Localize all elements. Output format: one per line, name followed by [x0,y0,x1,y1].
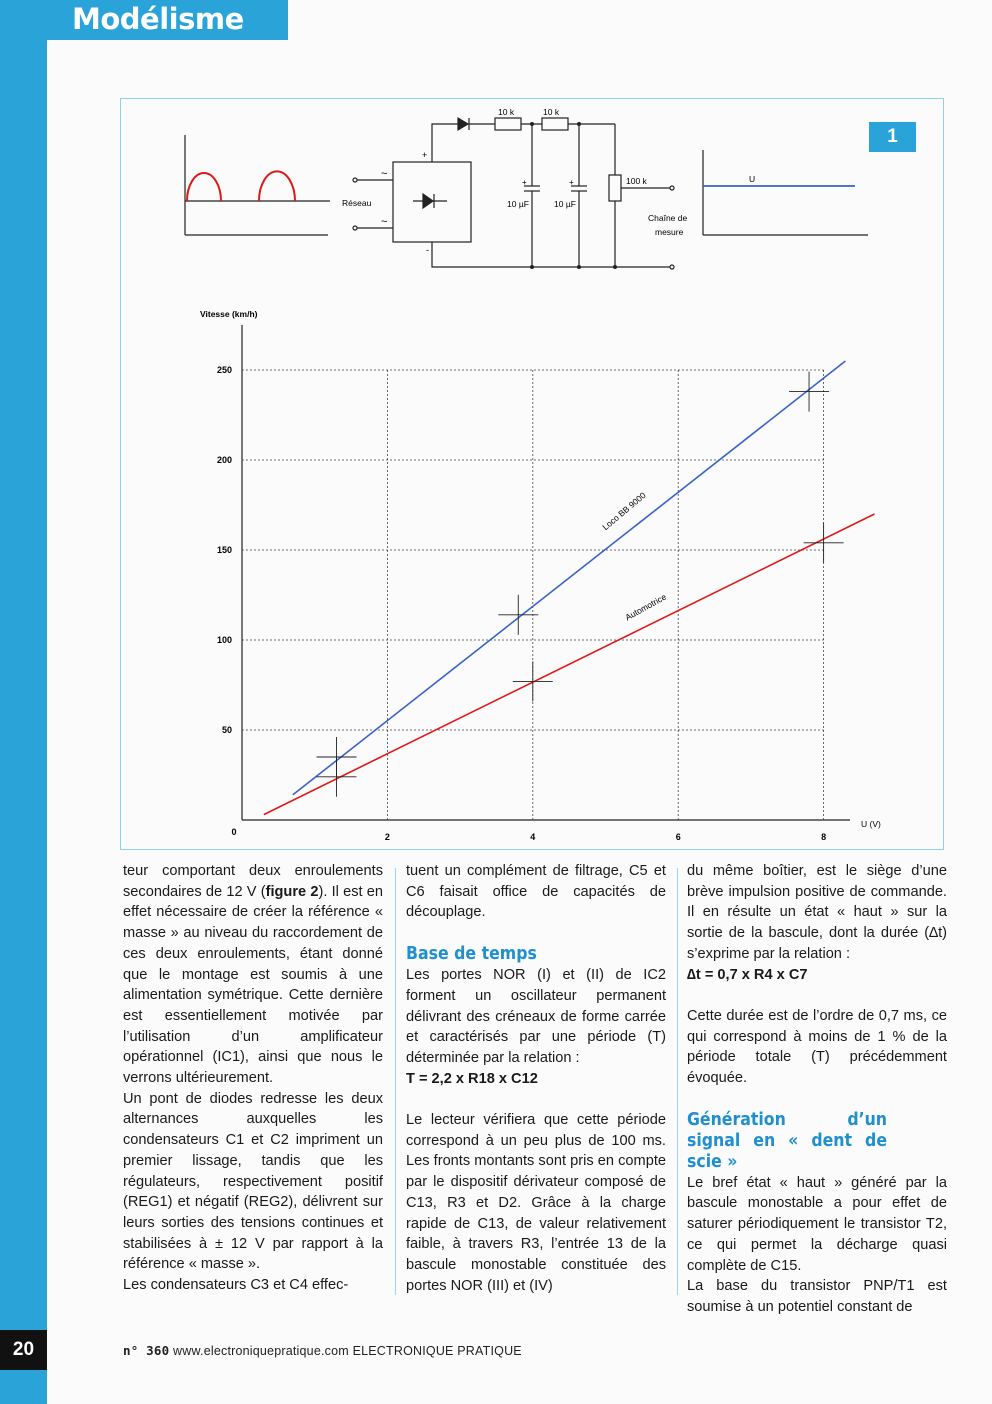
column-divider [395,868,396,1295]
tilde-bottom: ~ [381,216,388,228]
col1-paragraph-2: Un pont de diodes redresse les deux alternances auxquelles les condensateurs C1 et C2 impriment un premier lissage, tandis que les régulateurs, respectivement positif (REG1) et négatif (REG2), délivrent sur leurs sorties des tensions continues et stabilisées à ± 12 V par rapport à la référence « masse ». [123,1090,383,1273]
heading-base-de-temps: Base de temps [406,944,537,965]
col2-paragraph-2: Les portes NOR (I) et (II) de IC2 forment un oscillateur permanent délivrant des créneaux de forme carrée et caractérisés par une période (T) déterminée par la relation : [406,967,666,1066]
series-label: Automotrice [623,591,668,623]
series-line [264,514,875,815]
footer-issue: n° 360 [123,1343,170,1358]
x-tick-label: 8 [821,832,827,842]
resistor-label-1: 10 k [498,107,515,117]
cap-plus-2: + [569,178,574,187]
chaine-label-1: Chaîne de [648,213,688,223]
y-tick-label: 100 [216,635,232,645]
figure-number: 1 [887,126,898,147]
output-u-label: U [749,174,756,184]
reseau-label: Réseau [342,198,372,208]
col2-paragraph-1: tuent un complément de filtrage, C5 et C6 faisait office de capacités de découplage. [406,863,666,921]
heading-generation-signal: Génération d’un signal en « dent de scie » [687,1109,887,1172]
formula-t: T = 2,2 x R18 x C12 [406,1070,538,1087]
formula-dt: ∆t = 0,7 x R4 x C7 [687,966,808,983]
col3-paragraph-2: Cette durée est de l’ordre de 0,7 ms, ce qui correspond à moins de 1 % de la période totale (T) précédemment évoquée. [687,1007,947,1087]
tilde-top: ~ [381,168,388,180]
column-divider [677,868,678,1295]
x-tick-label: 2 [384,832,390,842]
col2-paragraph-3: Le lecteur vérifiera que cette période correspond à un peu plus de 100 ms. Les fronts montants sont pris en compte par le dispositif dérivateur composé de C13, R3 et D2. Grâce à la charge rapide de C13, de valeur relativement faible, à travers R3, l’entrée 13 de la bascule monostable constituée des portes NOR (III) et (IV) [406,1112,666,1294]
footer [123,1343,522,1358]
footer-magazine: ELECTRONIQUE PRATIQUE [352,1344,522,1358]
plus-sign: + [422,150,428,160]
series-label: Loco BB 9000 [600,490,648,533]
x-axis-label: U (V) [861,819,881,829]
y-tick-label: 250 [216,365,232,375]
pot-label: 100 k [626,176,647,186]
col3-paragraph-3: Le bref état « haut » généré par la bascule monostable a pour effet de saturer périodiquement le transistor T2, ce qui permet la décharge quasi complète de C15. [687,1174,947,1274]
section-title: Modélisme [72,2,244,36]
minus-sign: - [426,245,429,255]
y-tick-label: 50 [221,725,232,735]
col1-paragraph-1: teur comportant deux enroulements secondaires de 12 V (figure 2). Il est en effet nécessaire de créer la référence « masse » au niveau du raccordement de ces deux enroulements, étant donné que le montage est soumis à une alimentation symétrique. Cette dernière est essentiellement motivée par l’utilisation d’un amplificateur opérationnel (IC1), ainsi que nous le verrons ultérieurement. [123,863,384,1087]
cap-plus-1: + [522,178,527,187]
footer-site: www.electroniquepratique.com [173,1344,349,1358]
resistor-label-2: 10 k [543,107,560,117]
col3-paragraph-4: La base du transistor PNP/T1 est soumise à un potentiel constant de [687,1278,947,1315]
origin-label: 0 [231,827,237,837]
capacitor-label-1: 10 µF [507,199,529,209]
text-column-3 [687,861,947,1318]
col1-paragraph-3: Les condensateurs C3 et C4 effec- [123,1277,349,1294]
chaine-label-2: mesure [655,227,684,237]
page-number: 20 [12,1339,35,1360]
x-tick-label: 6 [675,832,681,842]
y-tick-label: 200 [216,455,232,465]
x-tick-label: 4 [530,832,536,842]
text-column-2 [406,861,666,1296]
text-column-1 [123,861,383,1296]
y-tick-label: 150 [216,545,232,555]
capacitor-label-2: 10 µF [554,199,576,209]
col3-paragraph-1: du même boîtier, est le siège d’une brève impulsion positive de commande. Il en résulte un état « haut » sur la sortie de la bascule, dont la durée (∆t) s’exprime par la relation : [687,863,947,962]
y-axis-label: Vitesse (km/h) [200,309,258,319]
